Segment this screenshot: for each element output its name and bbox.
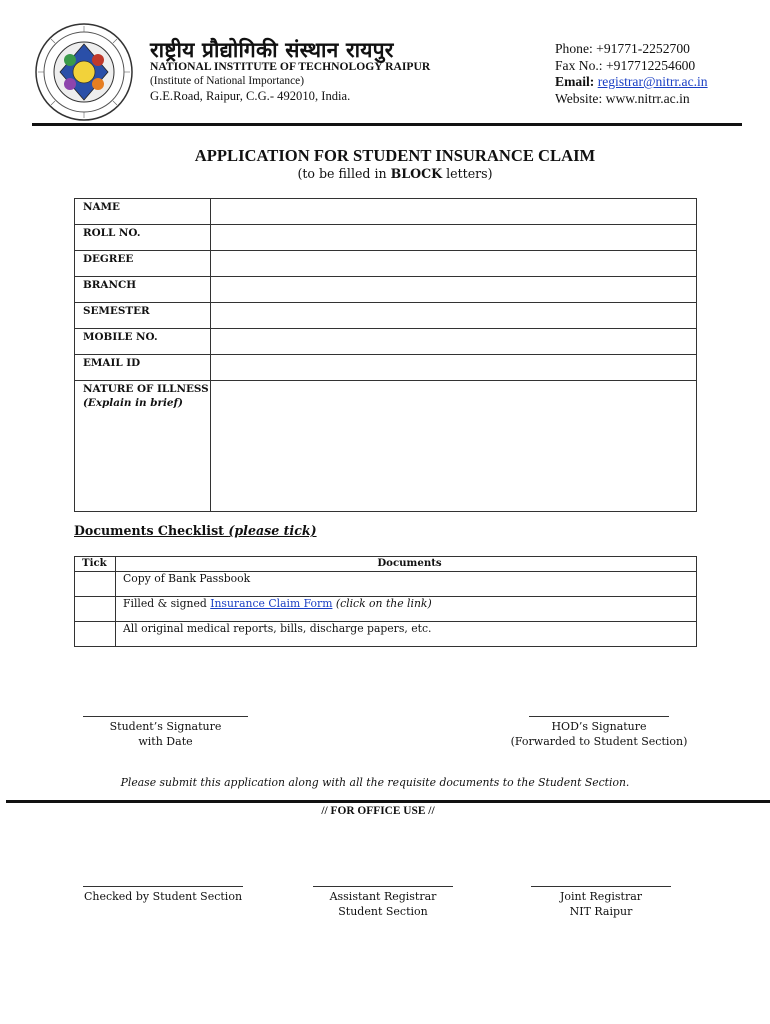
field-label <box>75 381 211 512</box>
email-link[interactable]: registrar@nitrr.ac.in <box>597 74 708 89</box>
subtitle-post: letters) <box>442 166 493 181</box>
subtitle-bold: BLOCK <box>390 166 443 181</box>
illness-note: (Explain in brief) <box>83 397 183 409</box>
hod-signature-text: HOD’s Signature <box>551 720 647 733</box>
field-label: SEMESTER <box>75 303 211 329</box>
checklist-heading-note: (please tick) <box>228 523 317 538</box>
field-label: EMAIL ID <box>75 355 211 381</box>
institute-address: G.E.Road, Raipur, C.G.- 492010, India. <box>150 89 351 103</box>
document-item <box>116 597 697 622</box>
assistant-registrar-dept: Student Section <box>338 905 428 918</box>
joint-registrar-title: Joint Registrar <box>559 890 643 903</box>
mobile-field[interactable] <box>211 329 697 355</box>
hod-signature-line <box>529 716 669 717</box>
field-row-illness <box>75 381 697 512</box>
documents-column-header: Documents <box>116 557 697 572</box>
field-row-branch <box>75 277 697 303</box>
office-use-divider <box>6 800 770 803</box>
insurance-claim-form-link[interactable]: Insurance Claim Form <box>210 597 333 610</box>
form-subtitle <box>0 166 770 181</box>
student-signature-line <box>83 716 248 717</box>
subtitle-pre: (to be filled in <box>297 166 391 181</box>
field-label: NAME <box>75 199 211 225</box>
field-row-name <box>75 199 697 225</box>
form-title: APPLICATION FOR STUDENT INSURANCE CLAIM <box>194 146 596 165</box>
roll-number-field[interactable] <box>211 225 697 251</box>
tick-box[interactable] <box>75 597 116 622</box>
fax-number: Fax No.: +917712254600 <box>555 58 696 73</box>
field-label: DEGREE <box>75 251 211 277</box>
student-signature-label <box>83 719 248 749</box>
student-details-table <box>74 198 697 512</box>
hod-signature-label <box>489 719 709 749</box>
checked-by-label <box>73 889 253 904</box>
field-row-semester <box>75 303 697 329</box>
checklist-heading-text: Documents Checklist <box>74 523 229 538</box>
document-item: All original medical reports, bills, discharge papers, etc. <box>116 622 697 647</box>
tick-box[interactable] <box>75 572 116 597</box>
hod-signature-note: (Forwarded to Student Section) <box>510 735 688 748</box>
checklist-row <box>75 572 697 597</box>
documents-checklist-table <box>74 556 697 647</box>
submission-note: Please submit this application along with all the requisite documents to the Student Section. <box>120 776 630 789</box>
field-label: MOBILE NO. <box>75 329 211 355</box>
document-item-note: (click on the link) <box>332 597 432 610</box>
document-item-text: Filled & signed <box>123 597 211 610</box>
tick-box[interactable] <box>75 622 116 647</box>
assistant-registrar-title: Assistant Registrar <box>329 890 437 903</box>
student-signature-text: Student’s Signature <box>109 720 222 733</box>
field-row-email <box>75 355 697 381</box>
branch-field[interactable] <box>211 277 697 303</box>
field-row-mobile <box>75 329 697 355</box>
semester-field[interactable] <box>211 303 697 329</box>
joint-registrar-label <box>521 889 681 919</box>
name-field[interactable] <box>211 199 697 225</box>
tick-column-header: Tick <box>75 557 116 572</box>
institute-name: NATIONAL INSTITUTE OF TECHNOLOGY RAIPUR <box>150 60 431 73</box>
institute-logo <box>34 22 134 122</box>
field-row-degree <box>75 251 697 277</box>
email-field[interactable] <box>211 355 697 381</box>
header-divider <box>32 123 742 126</box>
institute-subtitle: (Institute of National Importance) <box>150 75 305 87</box>
field-label: BRANCH <box>75 277 211 303</box>
phone-number: Phone: +91771-2252700 <box>555 41 690 56</box>
illness-field[interactable] <box>211 381 697 512</box>
checklist-row <box>75 597 697 622</box>
field-label: ROLL NO. <box>75 225 211 251</box>
degree-field[interactable] <box>211 251 697 277</box>
website: Website: www.nitrr.ac.in <box>555 91 690 106</box>
assistant-registrar-label <box>303 889 463 919</box>
email-contact <box>555 73 708 90</box>
email-label: Email: <box>555 74 595 89</box>
office-use-title: // FOR OFFICE USE // <box>321 805 435 817</box>
institute-name-hindi: राष्ट्रीय प्रौद्योगिकी संस्थान रायपुर <box>150 38 394 62</box>
joint-registrar-line <box>531 886 671 887</box>
joint-registrar-org: NIT Raipur <box>569 905 633 918</box>
field-row-roll <box>75 225 697 251</box>
student-signature-date: with Date <box>138 735 193 748</box>
checklist-row <box>75 622 697 647</box>
checklist-heading <box>74 523 317 538</box>
checked-by-line <box>83 886 243 887</box>
checked-by-text: Checked by Student Section <box>83 890 243 903</box>
illness-label: NATURE OF ILLNESS <box>83 383 209 395</box>
document-item: Copy of Bank Passbook <box>116 572 697 597</box>
checklist-header-row <box>75 557 697 572</box>
assistant-registrar-line <box>313 886 453 887</box>
